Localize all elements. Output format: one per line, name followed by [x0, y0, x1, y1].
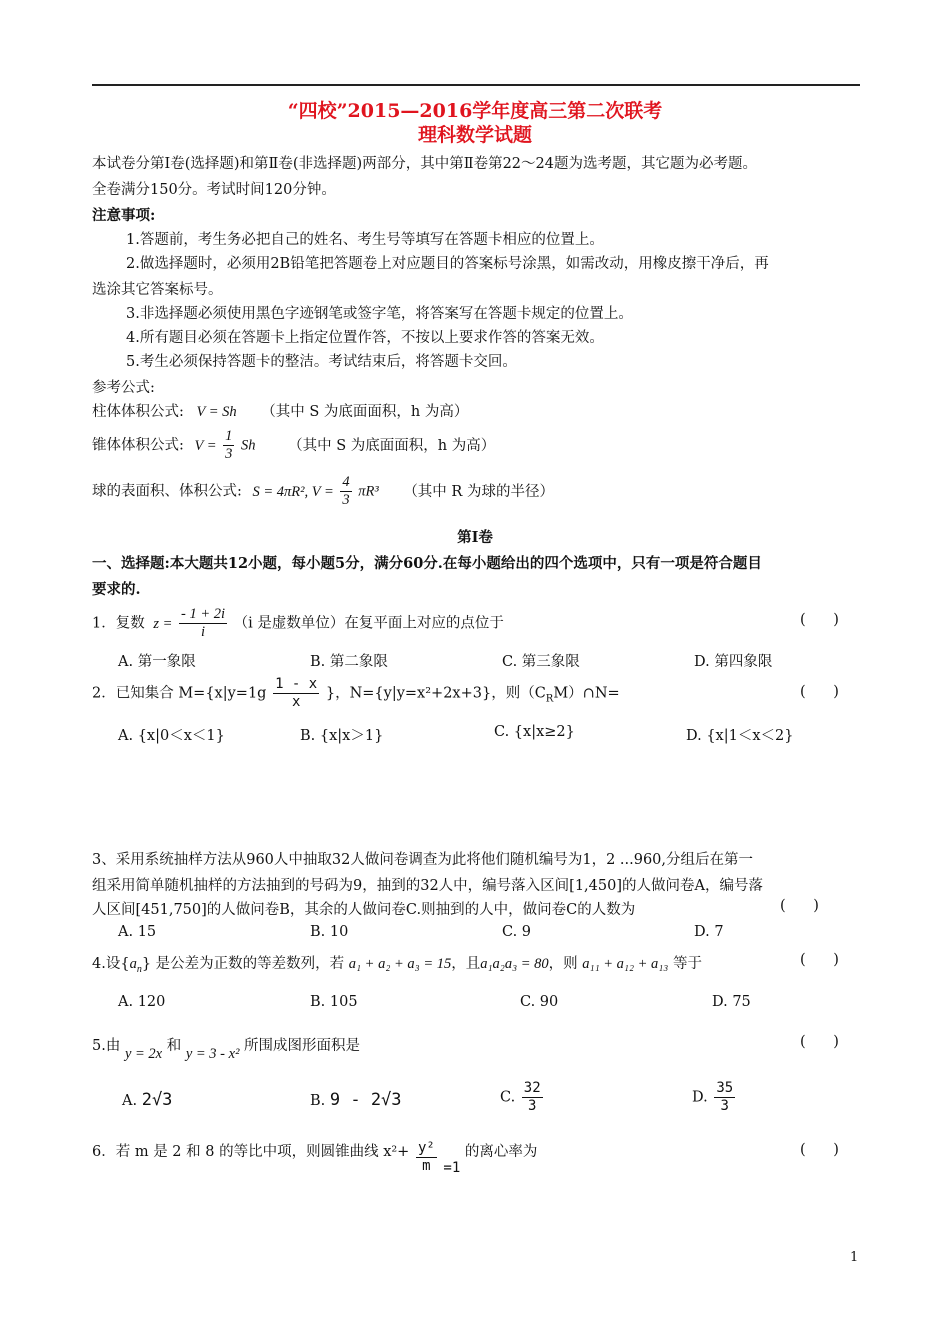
cone-note: （其中 S 为底面面积，h 为高） — [288, 437, 496, 454]
q2-subscript: R — [545, 693, 554, 705]
prism-label: 柱体体积公式: — [92, 404, 184, 420]
sphere-label: 球的表面积、体积公式: — [92, 483, 242, 500]
sphere-denominator: 3 — [342, 492, 350, 508]
q3-option-c: C. 9 — [502, 924, 532, 940]
prism-note: （其中 S 为底面面积，h 为高） — [261, 404, 469, 420]
q5-answer-paren: ( ) — [800, 1034, 839, 1050]
q5-option-a-value: 2√3 — [141, 1090, 173, 1110]
q5-option-d-label: D. — [692, 1089, 708, 1106]
sphere-formula-line — [92, 474, 554, 509]
q2-denominator: x — [291, 694, 301, 710]
q5-option-d — [692, 1080, 737, 1115]
q3-answer-paren: ( ) — [780, 898, 819, 914]
q5-option-c-label: C. — [500, 1089, 516, 1106]
q1-suffix: （i 是虚数单位）在复平面上对应的点位于 — [233, 615, 504, 632]
intro-line-1: 本试卷分第Ⅰ卷(选择题)和第Ⅱ卷(非选择题)两部分，其中第Ⅱ卷第22～24题为选考题，其它题为必考题。 — [92, 156, 757, 172]
q1-denominator: i — [201, 624, 206, 640]
q2-answer-paren: ( ) — [800, 684, 839, 700]
q1-option-b: B. 第二象限 — [310, 654, 388, 670]
prism-formula: V = Sh — [196, 404, 237, 420]
cone-denominator: 3 — [225, 446, 233, 462]
q1-answer-paren: ( ) — [800, 612, 839, 628]
q6-fraction — [416, 1140, 437, 1175]
q1-option-a: A. 第一象限 — [118, 654, 196, 670]
exam-title: “四校”2015—2016学年度高三第二次联考 — [287, 100, 663, 122]
q4-target: a₁₁ + a₁₂ + a₁₃ — [582, 956, 669, 972]
q3-option-a: A. 15 — [118, 924, 157, 940]
q4-suffix: 等于 — [672, 956, 702, 972]
q2-option-a: A. {x|0＜x＜1} — [118, 728, 225, 744]
page-number: 1 — [850, 1250, 859, 1265]
q6-suffix: 的离心率为 — [464, 1144, 538, 1160]
section-instructions: 一、选择题:本大题共12小题，每小题5分，满分60分.在每小题给出的四个选项中，只有一项是符合题目 — [92, 555, 762, 572]
prism-formula-line — [92, 400, 468, 421]
notice-heading: 注意事项: — [92, 207, 156, 224]
notice-item-4: 4.所有题目必须在答题卡上指定位置作答，不按以上要求作答的答案无效。 — [126, 330, 604, 346]
section-instructions-cont: 要求的. — [92, 581, 141, 598]
q5-option-c-fraction — [522, 1080, 543, 1115]
q4-option-a: A. 120 — [118, 994, 166, 1010]
q4-prefix: 4.设{ — [92, 956, 130, 972]
q1-option-d: D. 第四象限 — [694, 654, 773, 670]
question-3-line-3: 人区间[451,750]的人做问卷B，其余的人做问卷C.则抽到的人中，做问卷C的人数为 — [92, 902, 636, 918]
header-rule — [92, 84, 860, 86]
question-1 — [92, 606, 504, 641]
q2-option-b: B. {x|x＞1} — [300, 728, 384, 744]
notice-item-5: 5.考生必须保持答题卡的整洁。考试结束后，将答题卡交回。 — [126, 354, 517, 370]
sphere-s: S = 4πR², V = — [252, 483, 334, 500]
q5-suffix: 所围成图形面积是 — [244, 1038, 361, 1054]
q4-option-d: D. 75 — [712, 994, 751, 1010]
q6-denominator: m — [422, 1158, 431, 1174]
question-6 — [92, 1140, 537, 1175]
q4-mid-2: ，且 — [451, 956, 481, 972]
q4-option-b: B. 105 — [310, 994, 358, 1010]
question-5 — [92, 1034, 361, 1062]
q5-option-b-value: 9 - 2√3 — [329, 1090, 402, 1110]
q1-fraction — [179, 606, 227, 641]
notice-item-3: 3.非选择题必须使用黑色字迹钢笔或签字笔，将答案写在答题卡规定的位置上。 — [126, 306, 633, 322]
cone-v: V = — [194, 437, 217, 454]
q5-option-b-label: B. — [310, 1093, 326, 1109]
cone-fraction — [223, 428, 234, 463]
cone-formula-line — [92, 428, 495, 463]
q5-option-a — [122, 1090, 172, 1110]
q2-prefix: 2．已知集合 M={x|y=1g — [92, 685, 267, 702]
q5-mid: 和 — [166, 1038, 182, 1054]
q6-prefix: 6．若 m 是 2 和 8 的等比中项，则圆锥曲线 x²+ — [92, 1144, 410, 1160]
q2-suffix-2: M）∩N= — [553, 685, 620, 702]
q6-equals: =1 — [443, 1160, 461, 1176]
q5-option-a-label: A. — [122, 1093, 138, 1109]
q4-answer-paren: ( ) — [800, 952, 839, 968]
part1-heading: 第Ⅰ卷 — [457, 529, 493, 546]
formulas-heading: 参考公式: — [92, 380, 155, 396]
q4-mid-3: ，则 — [548, 956, 578, 972]
q4-condition-2: a₁a₂a₃ = 80 — [480, 956, 549, 972]
q1-z: z = — [153, 615, 173, 632]
q3-option-b: B. 10 — [310, 924, 349, 940]
q5-equation-1: y = 2x — [124, 1046, 163, 1062]
question-2 — [92, 676, 620, 711]
q5-equation-2: y = 3 - x² — [185, 1046, 240, 1062]
q2-option-d: D. {x|1＜x＜2} — [686, 728, 794, 744]
notice-item-2: 2.做选择题时，必须用2B铅笔把答题卷上对应题目的答案标号涂黑，如需改动，用橡皮擦干净后，再 — [126, 256, 769, 272]
q2-option-c: C. {x|x≥2} — [494, 724, 575, 740]
q2-suffix: }，N={y|y=x²+2x+3}，则（C — [325, 685, 546, 702]
q3-option-d: D. 7 — [694, 924, 724, 940]
question-3-line-2: 组采用简单随机抽样的方法抽到的号码为9，抽到的32人中，编号落入区间[1,450]的人做问卷A，编号落 — [92, 878, 763, 894]
q5-option-d-fraction — [714, 1080, 735, 1115]
sphere-note: （其中 R 为球的半径） — [403, 483, 554, 500]
q5-option-c-denominator: 3 — [528, 1098, 537, 1114]
sphere-r: πR³ — [358, 483, 379, 500]
q6-answer-paren: ( ) — [800, 1142, 839, 1158]
sphere-numerator: 4 — [342, 474, 350, 490]
q2-fraction — [273, 676, 319, 711]
q1-prefix: 1．复数 — [92, 615, 145, 632]
cone-label: 锥体体积公式: — [92, 437, 184, 454]
q1-numerator: - 1 + 2i — [181, 606, 226, 622]
q2-numerator: 1 - x — [275, 676, 318, 692]
q5-option-d-denominator: 3 — [720, 1098, 729, 1114]
q4-an-sub: n — [136, 963, 142, 975]
q6-numerator: y² — [417, 1140, 435, 1156]
q5-option-c-numerator: 32 — [523, 1080, 541, 1096]
q4-an: a — [129, 956, 137, 972]
q5-prefix: 5.由 — [92, 1038, 121, 1054]
exam-subtitle: 理科数学试题 — [417, 124, 532, 146]
q4-option-c: C. 90 — [520, 994, 559, 1010]
q5-option-d-numerator: 35 — [716, 1080, 734, 1096]
sphere-fraction — [340, 474, 351, 509]
q4-mid-1: } 是公差为正数的等差数列，若 — [141, 956, 345, 972]
notice-item-2-cont: 选涂其它答案标号。 — [92, 282, 223, 298]
question-4 — [92, 952, 702, 975]
q1-option-c: C. 第三象限 — [502, 654, 580, 670]
intro-line-2: 全卷满分150分。考试时间120分钟。 — [92, 182, 336, 198]
q4-condition-1: a₁ + a₂ + a₃ = 15 — [348, 956, 452, 972]
q5-option-c — [500, 1080, 545, 1115]
notice-item-1: 1.答题前，考生务必把自己的姓名、考生号等填写在答题卡相应的位置上。 — [126, 232, 604, 248]
cone-numerator: 1 — [225, 428, 233, 444]
cone-sh: Sh — [240, 437, 256, 454]
question-3-line-1: 3、采用系统抽样方法从960人中抽取32人做问卷调查为此将他们随机编号为1，2 ...960,分组后在第一 — [92, 852, 754, 868]
q5-option-b — [310, 1090, 402, 1110]
